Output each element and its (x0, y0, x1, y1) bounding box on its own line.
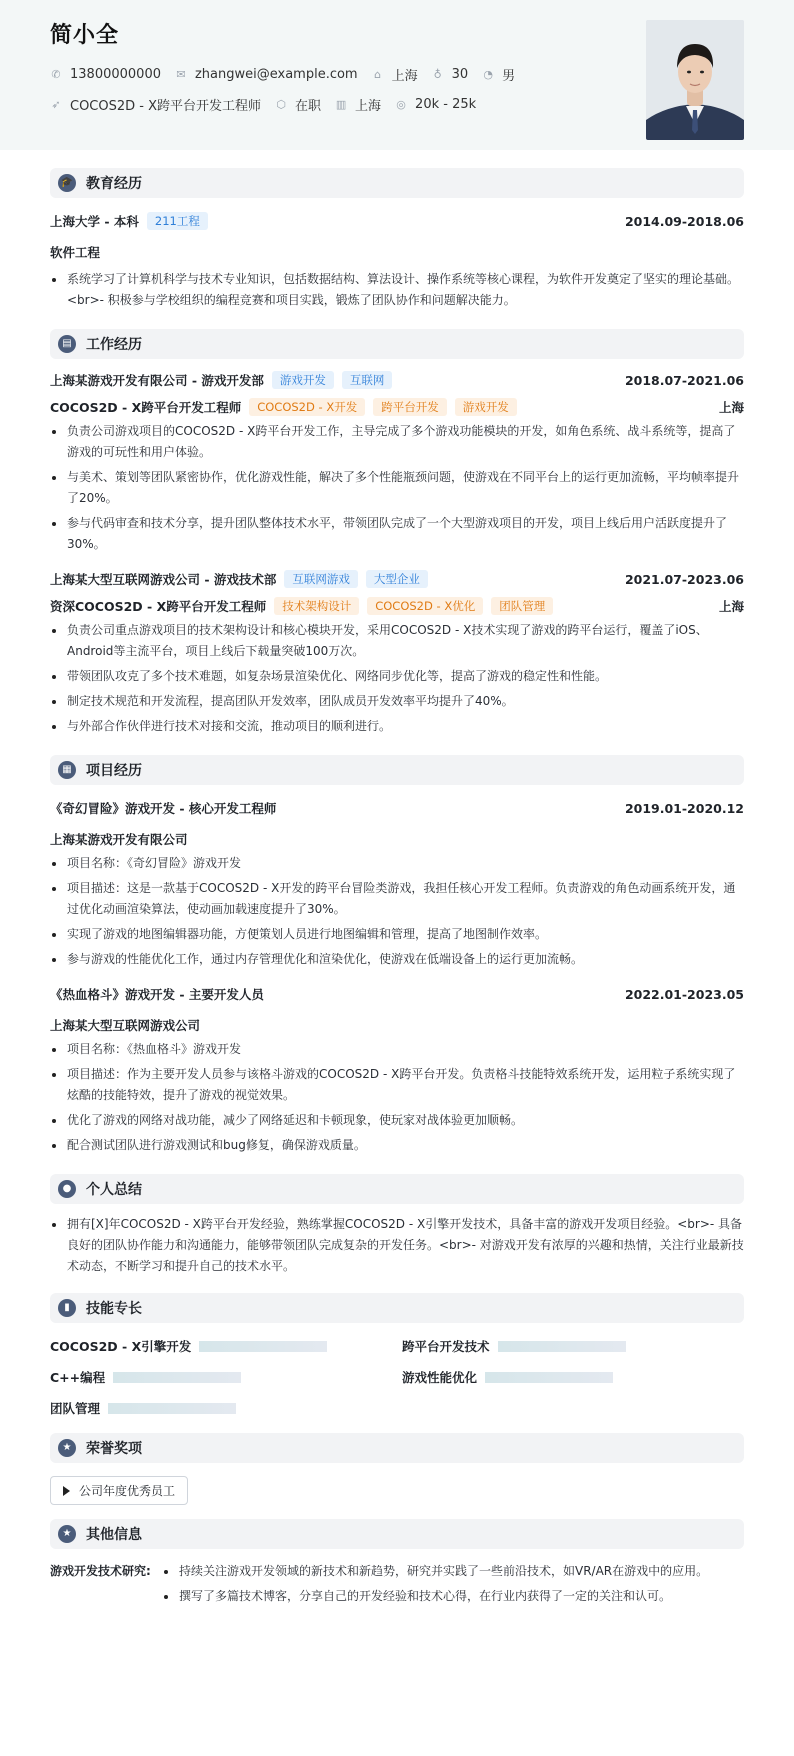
home-icon: ⌂ (374, 67, 382, 81)
project-title: 《奇幻冒险》游戏开发 - 核心开发工程师 (50, 801, 277, 816)
work-entry (50, 371, 744, 555)
skill-level-bar (485, 1372, 613, 1383)
target-position: ➶ COCOS2D - X跨平台开发工程师 (51, 97, 262, 114)
coin-icon: ◎ (396, 97, 406, 111)
work-bullets (50, 620, 744, 737)
industry-tag: 互联网 (342, 371, 393, 389)
phone: ✆ 13800000000 (51, 67, 161, 82)
project-date: 2019.01-2020.12 (624, 800, 744, 816)
major: 软件工程 (50, 245, 101, 260)
company: 上海某游戏开发有限公司 - 游戏开发部 (50, 373, 264, 388)
skill-tag: 游戏开发 (455, 398, 517, 416)
list-item: 项目名称：《热血格斗》游戏开发 (50, 1039, 744, 1060)
list-item: 参与游戏的性能优化工作，通过内存管理优化和渲染优化，使游戏在低端设备上的运行更加流畅。 (50, 949, 744, 970)
profile-photo (646, 20, 744, 140)
industry-tag: 大型企业 (366, 570, 428, 588)
skill-item: C++编程 (50, 1368, 402, 1386)
skills-section-header (50, 1293, 744, 1323)
project-bullets (50, 853, 744, 970)
work-section-header (50, 329, 744, 359)
company: 上海某大型互联网游戏公司 - 游戏技术部 (50, 572, 277, 587)
list-item: 负责公司游戏项目的COCOS2D - X跨平台开发工作，主导完成了多个游戏功能模块的开发，如角色系统、战斗系统等，提高了游戏的可玩性和用户体验。 (50, 421, 744, 463)
education-date: 2014.09-2018.06 (624, 213, 744, 229)
job-status: ⬡ 在职 (276, 97, 322, 114)
resume-header (0, 0, 794, 150)
skill-tag: 团队管理 (491, 597, 553, 615)
list-item: 制定技术规范和开发流程，提高团队开发效率，团队成员开发效率平均提升了40%。 (50, 691, 744, 712)
list-item: 负责公司重点游戏项目的技术架构设计和核心模块开发，采用COCOS2D - X技术实现了游戏的跨平台运行，覆盖了iOS、Android等主流平台，项目上线后下载量突破100万次。 (50, 620, 744, 662)
work-location: 上海 (718, 599, 744, 614)
summary-block (50, 1214, 744, 1277)
industry-tag: 互联网游戏 (284, 570, 358, 588)
skill-tag: 跨平台开发 (373, 398, 447, 416)
work-location: 上海 (718, 400, 744, 415)
play-triangle-icon (63, 1486, 70, 1496)
cake-icon: ♁ (433, 67, 442, 81)
job-title: COCOS2D - X跨平台开发工程师 (50, 400, 242, 415)
city: ⌂ 上海 (372, 65, 418, 84)
skill-item: 跨平台开发技术 (402, 1337, 754, 1355)
honors-title: 荣誉奖项 (86, 1441, 142, 1457)
skills-title: 技能专长 (86, 1301, 142, 1317)
skill-level-bar (199, 1341, 327, 1352)
project-company: 上海某大型互联网游戏公司 (50, 1018, 201, 1033)
other-title: 其他信息 (86, 1527, 142, 1543)
job-intent-row (50, 95, 744, 114)
other-list (162, 1557, 708, 1607)
school: 上海大学 - 本科 (50, 214, 139, 229)
list-item: 项目描述：作为主要开发人员参与该格斗游戏的COCOS2D - X跨平台开发。负责格斗技能特效系统开发，运用粒子系统实现了炫酷的技能特效，提升了游戏的视觉效果。 (50, 1064, 744, 1106)
education-title: 教育经历 (86, 176, 142, 192)
building-icon: ▥ (335, 97, 347, 111)
mail-icon: ✉ (176, 67, 186, 81)
send-icon: ➶ (51, 97, 61, 111)
project-entry (50, 985, 744, 1156)
summary-list (50, 1214, 744, 1277)
education-section-header (50, 168, 744, 198)
list-item: 配合测试团队进行游戏测试和bug修复，确保游戏质量。 (50, 1135, 744, 1156)
salary: ◎ 20k - 25k (396, 97, 477, 112)
project-entry (50, 799, 744, 970)
skill-item: COCOS2D - X引擎开发 (50, 1337, 402, 1355)
work-bullets (50, 421, 744, 555)
skill-tag: COCOS2D - X优化 (367, 597, 483, 615)
job-title: 资深COCOS2D - X跨平台开发工程师 (50, 599, 267, 614)
work-date: 2021.07-2023.06 (624, 571, 744, 587)
skill-item: 团队管理 (50, 1399, 402, 1417)
work-date: 2018.07-2021.06 (624, 372, 744, 388)
skill-item: 游戏性能优化 (402, 1368, 754, 1386)
honors-section-header (50, 1433, 744, 1463)
skill-level-bar (498, 1341, 626, 1352)
bar-chart-icon: ▮ (58, 1299, 76, 1317)
graduation-cap-icon: 🎓 (58, 174, 76, 192)
other-label: 游戏开发技术研究: (50, 1564, 151, 1578)
briefcase-icon: ▤ (58, 335, 76, 353)
work-entry (50, 570, 744, 737)
summary-title: 个人总结 (86, 1182, 142, 1198)
person-icon: ● (58, 1180, 76, 1198)
list-item: 与外部合作伙伴进行技术对接和交流，推动项目的顺利进行。 (50, 716, 744, 737)
contact-row (50, 65, 744, 84)
info-icon: ★ (58, 1525, 76, 1543)
work-city: ▥ 上海 (335, 97, 382, 114)
school-tag: 211工程 (147, 212, 208, 230)
project-title: 《热血格斗》游戏开发 - 主要开发人员 (50, 987, 264, 1002)
list-item: 优化了游戏的网络对战功能，减少了网络延迟和卡顿现象，使玩家对战体验更加顺畅。 (50, 1110, 744, 1131)
award-item[interactable]: 公司年度优秀员工 (50, 1476, 188, 1505)
education-desc-list (50, 269, 744, 311)
work-title: 工作经历 (86, 337, 142, 353)
list-item: 拥有[X]年COCOS2D - X跨平台开发经验，熟练掌握COCOS2D - X引擎开发技术，具备丰富的游戏开发项目经验。<br>- 具备良好的团队协作能力和沟通能力，能够带领团队完成复杂的开发任务。<br>- 对游戏开发有浓厚的兴趣和热情，关注行业最新技术动态，不断学习和提升自己的技术水平。 (50, 1214, 744, 1277)
gender: ◔ 男 (483, 67, 516, 84)
skills-grid (50, 1337, 744, 1417)
gender-icon: ◔ (483, 67, 493, 81)
industry-tag: 游戏开发 (272, 371, 334, 389)
project-date: 2022.01-2023.05 (624, 986, 744, 1002)
project-bullets (50, 1039, 744, 1156)
list-item: 撰写了多篇技术博客，分享自己的开发经验和技术心得，在行业内获得了一定的关注和认可。 (162, 1586, 708, 1607)
award-icon: ★ (58, 1439, 76, 1457)
age: ♁ 30 (433, 67, 469, 82)
skill-tag: 技术架构设计 (274, 597, 359, 615)
skill-level-bar (108, 1403, 236, 1414)
projects-title: 项目经历 (86, 763, 142, 779)
grid-icon: ▦ (58, 761, 76, 779)
education-entry (50, 212, 744, 311)
other-section-header (50, 1519, 744, 1549)
profile-photo-image (646, 20, 744, 140)
list-item: 与美术、策划等团队紧密协作，优化游戏性能，解决了多个性能瓶颈问题，使游戏在不同平台上的运行更加流畅，平均帧率提升了20%。 (50, 467, 744, 509)
list-item: 项目名称：《奇幻冒险》游戏开发 (50, 853, 744, 874)
list-item: 实现了游戏的地图编辑器功能，方便策划人员进行地图编辑和管理，提高了地图制作效率。 (50, 924, 744, 945)
list-item: 参与代码审查和技术分享，提升团队整体技术水平，带领团队完成了一个大型游戏项目的开发，项目上线后用户活跃度提升了30%。 (50, 513, 744, 555)
skill-tag: COCOS2D - X开发 (249, 398, 365, 416)
list-item: 持续关注游戏开发领域的新技术和新趋势，研究并实践了一些前沿技术，如VR/AR在游戏中的应用。 (162, 1561, 708, 1582)
projects-section-header (50, 755, 744, 785)
list-item: 系统学习了计算机科学与技术专业知识，包括数据结构、算法设计、操作系统等核心课程，为软件开发奠定了坚实的理论基础。<br>- 积极参与学校组织的编程竞赛和项目实践，锻炼了团队协作和问题解决能力。 (50, 269, 744, 311)
summary-section-header (50, 1174, 744, 1204)
project-company: 上海某游戏开发有限公司 (50, 832, 188, 847)
list-item: 带领团队攻克了多个技术难题，如复杂场景渲染优化、网络同步优化等，提高了游戏的稳定性和性能。 (50, 666, 744, 687)
phone-icon: ✆ (51, 67, 61, 81)
skill-level-bar (113, 1372, 241, 1383)
list-item: 项目描述：这是一款基于COCOS2D - X开发的跨平台冒险类游戏，我担任核心开发工程师。负责游戏的角色动画系统开发，通过优化动画渲染算法，使动画加载速度提升了30%。 (50, 878, 744, 920)
status-icon: ⬡ (276, 97, 286, 111)
candidate-name: 简小全 (50, 23, 120, 48)
other-block (50, 1561, 744, 1607)
email[interactable]: ✉ zhangwei@example.com (176, 67, 358, 82)
